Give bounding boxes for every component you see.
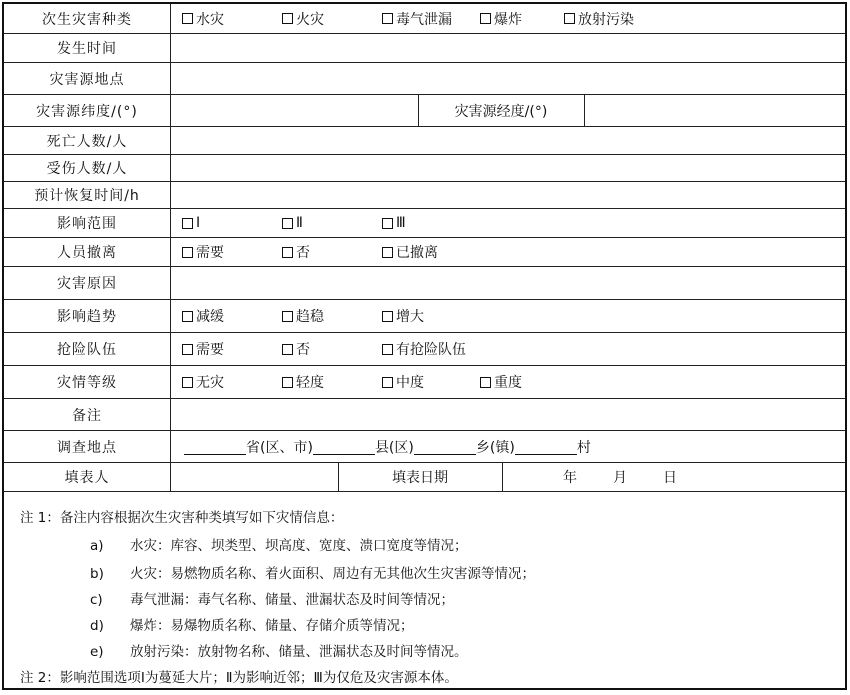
row-deaths: [4, 127, 845, 155]
label-survey: 调查地点: [4, 431, 171, 462]
option-evac-done[interactable]: 已撤离: [382, 238, 438, 266]
checkbox[interactable]: [382, 13, 393, 24]
year-label: 年: [563, 470, 577, 486]
label-latitude: 灾害源纬度/(°): [4, 95, 171, 126]
checkbox[interactable]: [382, 377, 393, 388]
checkbox[interactable]: [564, 13, 575, 24]
cause-field[interactable]: [172, 267, 845, 299]
checkbox[interactable]: [182, 311, 193, 322]
option-rescue-needed[interactable]: 需要: [182, 333, 224, 365]
label-scope: 影响范围: [4, 209, 171, 237]
option-grade-none[interactable]: 无灾: [182, 366, 224, 398]
note-a: a) 水灾：库容、坝类型、坝高度、宽度、溃口宽度等情况；: [90, 538, 468, 554]
option-scope-2[interactable]: Ⅱ: [282, 209, 303, 237]
row-scope: [4, 209, 845, 238]
note-c: c) 毒气泄漏：毒气名称、储量、泄漏状态及时间等情况；: [90, 592, 454, 608]
label-recovery: 预计恢复时间/h: [4, 182, 171, 208]
row-evacuation: [4, 238, 845, 267]
label-cause: 灾害原因: [4, 267, 171, 299]
row-filler: [4, 463, 845, 492]
township-blank[interactable]: [414, 438, 476, 455]
option-rescue-team[interactable]: 有抢险队伍: [382, 333, 466, 365]
injured-field[interactable]: [172, 155, 845, 181]
option-trend-slow[interactable]: 减缓: [182, 300, 224, 332]
checkbox[interactable]: [282, 311, 293, 322]
day-label: 日: [663, 470, 677, 486]
checkbox[interactable]: [480, 377, 491, 388]
note-2: 注 2：影响范围选项Ⅰ为蔓延大片；Ⅱ为影响近邻；Ⅲ为仅危及灾害源本体。: [20, 670, 458, 686]
option-trend-grow[interactable]: 增大: [382, 300, 424, 332]
label-location: 灾害源地点: [4, 63, 171, 94]
row-grade: [4, 366, 845, 399]
option-scope-3[interactable]: Ⅲ: [382, 209, 406, 237]
location-field[interactable]: [172, 63, 845, 94]
label-injured: 受伤人数/人: [4, 155, 171, 181]
label-deaths: 死亡人数/人: [4, 127, 171, 154]
row-location: [4, 63, 845, 95]
checkbox[interactable]: [382, 247, 393, 258]
note-e: e) 放射污染：放射物名称、储量、泄漏状态及时间等情况。: [90, 644, 468, 660]
checkbox[interactable]: [282, 247, 293, 258]
time-field[interactable]: [172, 34, 845, 62]
checkbox[interactable]: [282, 13, 293, 24]
row-time: [4, 34, 845, 63]
label-longitude: 灾害源经度/(°): [454, 103, 548, 120]
row-latlon: [4, 95, 845, 127]
row-survey: [4, 431, 845, 463]
county-blank[interactable]: [313, 438, 375, 455]
checkbox[interactable]: [282, 377, 293, 388]
checkbox[interactable]: [382, 311, 393, 322]
row-disaster-type: [4, 4, 845, 34]
survey-address: 省(区、市) 县(区) 乡(镇) 村: [184, 431, 591, 462]
label-time: 发生时间: [4, 34, 171, 62]
label-filler: 填表人: [4, 463, 171, 491]
row-trend: [4, 300, 845, 333]
option-scope-1[interactable]: Ⅰ: [182, 209, 200, 237]
date-field[interactable]: [503, 463, 845, 491]
option-evac-no[interactable]: 否: [282, 238, 310, 266]
label-rescue: 抢险队伍: [4, 333, 171, 365]
filler-field[interactable]: [172, 463, 338, 491]
latitude-field[interactable]: [172, 95, 418, 126]
row-recovery: [4, 182, 845, 209]
province-blank[interactable]: [184, 438, 246, 455]
checkbox[interactable]: [382, 218, 393, 229]
option-evac-needed[interactable]: 需要: [182, 238, 224, 266]
option-explosion[interactable]: 爆炸: [480, 4, 522, 33]
label-fill-date: 填表日期: [392, 470, 448, 486]
checkbox[interactable]: [282, 344, 293, 355]
label-disaster-type: 次生灾害种类: [4, 4, 171, 33]
row-remark: [4, 399, 845, 431]
option-flood[interactable]: 水灾: [182, 4, 224, 33]
deaths-field[interactable]: [172, 127, 845, 154]
option-gas-leak[interactable]: 毒气泄漏: [382, 4, 452, 33]
checkbox[interactable]: [282, 218, 293, 229]
label-trend: 影响趋势: [4, 300, 171, 332]
row-injured: [4, 155, 845, 182]
option-grade-severe[interactable]: 重度: [480, 366, 522, 398]
label-grade: 灾情等级: [4, 366, 171, 398]
longitude-field[interactable]: [585, 95, 845, 126]
checkbox[interactable]: [480, 13, 491, 24]
option-grade-light[interactable]: 轻度: [282, 366, 324, 398]
label-remark: 备注: [4, 399, 171, 430]
month-label: 月: [613, 470, 627, 486]
option-trend-stable[interactable]: 趋稳: [282, 300, 324, 332]
option-radiation[interactable]: 放射污染: [564, 4, 634, 33]
village-blank[interactable]: [515, 438, 577, 455]
checkbox[interactable]: [182, 218, 193, 229]
checkbox[interactable]: [382, 344, 393, 355]
note-1: 注 1：备注内容根据次生灾害种类填写如下灾情信息：: [20, 510, 344, 526]
checkbox[interactable]: [182, 344, 193, 355]
checkbox[interactable]: [182, 13, 193, 24]
label-evacuation: 人员撤离: [4, 238, 171, 266]
note-b: b) 火灾：易燃物质名称、着火面积、周边有无其他次生灾害源等情况；: [90, 566, 535, 582]
disaster-form: [2, 2, 847, 690]
notes-section: [4, 492, 845, 688]
checkbox[interactable]: [182, 247, 193, 258]
option-grade-medium[interactable]: 中度: [382, 366, 424, 398]
option-fire[interactable]: 火灾: [282, 4, 324, 33]
remark-field[interactable]: [172, 399, 845, 430]
checkbox[interactable]: [182, 377, 193, 388]
recovery-field[interactable]: [172, 182, 845, 208]
option-rescue-no[interactable]: 否: [282, 333, 310, 365]
row-cause: [4, 267, 845, 300]
row-rescue: [4, 333, 845, 366]
note-d: d) 爆炸：易爆物质名称、储量、存储介质等情况；: [90, 618, 414, 634]
